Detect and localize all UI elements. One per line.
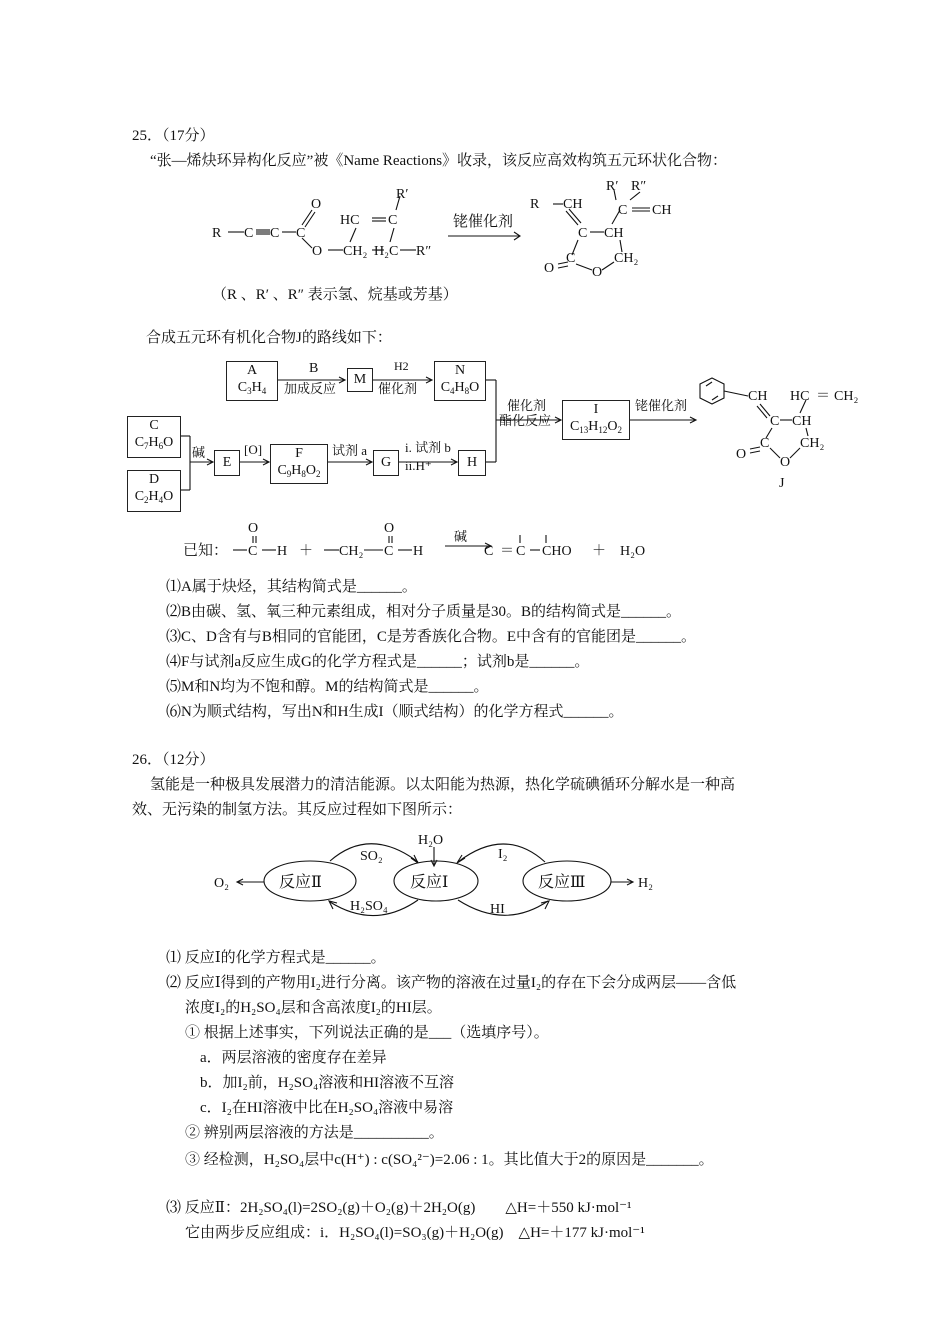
prod-R1: R′ (606, 179, 619, 194)
q26-sub3-line2: 它由两步反应组成：i．H₂SO₄(l)=SO₃(g)＋H₂O(g) △H=＋177 kJ·mol⁻¹ (185, 1225, 645, 1241)
box-A: A $C_3H_4$ (226, 361, 278, 401)
arrow-reagent-b1: i. 试剂 b (405, 440, 451, 455)
arrow-oxidation: [O] (244, 442, 263, 457)
known-O1: O (248, 521, 259, 536)
arrow-base: 碱 (192, 445, 206, 460)
q26-sub1: ⑴ 反应Ⅰ的化学方程式是______。 (166, 950, 386, 966)
label-reaction-1: 反应Ⅰ (410, 874, 449, 891)
J-C: C (770, 414, 780, 429)
formula-F: $C_9H_8O_2$ (277, 463, 321, 479)
box-D: D $C_2H_4O$ (127, 470, 181, 512)
q25-route-intro: 合成五元环有机化合物J的路线如下： (146, 330, 392, 346)
J-CH: CH (748, 389, 768, 404)
scheme-R: R (212, 226, 222, 241)
prod-O-ring: O (592, 265, 603, 280)
arrow-catalyst: 催化剂 (378, 381, 418, 396)
prod-C-carbonyl: C (566, 251, 576, 266)
formula-C: $C_7H_6O$ (134, 435, 174, 451)
box-M: M (347, 368, 373, 392)
scheme-C2: C (270, 226, 280, 241)
formula-I: $C_{13}H_{12}O_2$ (569, 419, 623, 435)
q25-intro: “张—烯炔环异构化反应”被《Name Reactions》收录，该反应高效构筑五元环状化合物： (150, 153, 728, 169)
scheme-O-ester: O (312, 244, 323, 259)
scheme-H2C: H₂C (374, 244, 399, 259)
formula-D: $C_2H_4O$ (134, 489, 174, 505)
q26-sub2-line2: 浓度I₂的H₂SO₄层和含高浓度I₂的HI层。 (185, 1000, 442, 1016)
scheme-C4: C (388, 213, 398, 228)
q25-r-note: （R 、R′ 、R″ 表示氢、烷基或芳基） (212, 287, 458, 303)
box-G: G (373, 450, 399, 476)
label-I2: I₂ (498, 847, 508, 862)
q25-sub2: ⑵B由碳、氢、氧三种元素组成，相对分子质量是30。B的结构简式是______。 (166, 604, 682, 620)
q26-intro-1: 氢能是一种极具发展潜力的清洁能源。以太阳能为热源，热化学硫碘循环分解水是一种高 (150, 777, 736, 793)
J-CH-ring: CH (792, 414, 812, 429)
formula-N: $C_4H_8O$ (440, 380, 480, 396)
q26-number: 26．（12分） (132, 752, 215, 768)
box-C: C $C_7H_6O$ (127, 416, 181, 458)
known-prod-C2: C (516, 544, 526, 559)
label-reaction-3: 反应Ⅲ (538, 874, 586, 891)
known-H1: H (277, 544, 288, 559)
scheme-R2: R″ (416, 244, 432, 259)
arrow-H2: H2 (394, 359, 409, 373)
known-H2: H (413, 544, 424, 559)
known-label: 已知： (183, 543, 229, 559)
box-F: F $C_9H_8O_2$ (270, 444, 328, 484)
arrow-reagent-b2: ii.H⁺ (405, 458, 432, 473)
scheme-catalyst: 铑催化剂 (453, 214, 514, 230)
prod-CH: CH (563, 197, 583, 212)
scheme-CH2-a: CH₂ (343, 244, 368, 259)
scheme-HC: HC (340, 213, 360, 228)
scheme-O-carbonyl: O (311, 197, 322, 212)
q26-option-c: c．I₂在HI溶液中比在H₂SO₄溶液中易溶 (200, 1100, 454, 1116)
J-O-carbonyl: O (736, 447, 747, 462)
prod-CH-end: CH (652, 203, 672, 218)
q26-sub2-q2: ② 辨别两层溶液的方法是__________。 (185, 1125, 444, 1141)
q25-sub1: ⑴A属于炔烃，其结构简式是______。 (166, 579, 417, 595)
q26-sub2-q3: ③ 经检测，H₂SO₄层中c(H⁺) : c(SO₄²⁻)=2.06 : 1。其比值大于2的原因是_______。 (185, 1152, 714, 1168)
q25-sub4: ⑷F与试剂a反应生成G的化学方程式是______；试剂b是______。 (166, 654, 590, 670)
q26-sub2-q1: ① 根据上述事实，下列说法正确的是___（选填序号）。 (185, 1025, 549, 1041)
label-O2: O₂ (214, 876, 229, 891)
arrow-B: B (309, 361, 319, 376)
scheme-C1: C (244, 226, 254, 241)
box-N: N $C_4H_8O$ (434, 361, 486, 401)
q26-option-a: a．两层溶液的密度存在差异 (200, 1050, 387, 1066)
known-prod-eq: ＝ (500, 544, 514, 559)
q25-sub6: ⑹N为顺式结构，写出N和H生成I（顺式结构）的化学方程式______。 (166, 704, 624, 720)
prod-CH-ring: CH (604, 226, 624, 241)
arrow-addition: 加成反应 (284, 381, 337, 396)
known-C2: C (384, 544, 394, 559)
q26-sub3-line1: ⑶ 反应Ⅱ：2H₂SO₄(l)=2SO₂(g)＋O₂(g)＋2H₂O(g) △H=＋550 kJ·mol⁻¹ (166, 1200, 632, 1216)
arrow-catalyst-2: 催化剂 (507, 398, 547, 413)
label-H2: H₂ (638, 876, 653, 891)
q26-intro-2: 效、无污染的制氢方法。其反应过程如下图所示： (132, 802, 463, 818)
arrow-esterification: 酯化反应 (499, 413, 552, 428)
label-H2SO4: H₂SO₄ (350, 899, 388, 914)
label-SO2: SO₂ (360, 849, 383, 864)
box-E: E (214, 450, 240, 476)
J-eq: ＝ (816, 389, 830, 404)
q25-number: 25．（17分） (132, 128, 215, 144)
arrow-reagent-a: 试剂 a (332, 443, 368, 458)
label-H2O: H₂O (418, 833, 444, 848)
formula-A: $C_3H_4$ (237, 380, 267, 396)
scheme-R1: R′ (396, 187, 409, 202)
prod-O-carbonyl: O (544, 261, 555, 276)
known-CH2: CH₂ (339, 544, 364, 559)
q26-option-b: b．加I₂前，H₂SO₄溶液和HI溶液不互溶 (200, 1075, 455, 1091)
prod-R2: R″ (631, 179, 647, 194)
prod-R: R (530, 197, 540, 212)
known-O2: O (384, 521, 395, 536)
known-prod-C1: C (484, 544, 494, 559)
J-CH2-vinyl: CH₂ (834, 389, 859, 404)
known-base: 碱 (454, 529, 468, 544)
prod-C: C (578, 226, 588, 241)
q26-sub2-line1: ⑵ 反应Ⅰ得到的产物用I₂进行分离。该产物的溶液在过量I₂的存在下会分成两层——含低 (166, 975, 737, 991)
J-CH2-ring: CH₂ (800, 436, 825, 451)
scheme-C3: C (296, 226, 306, 241)
J-O-ring: O (780, 455, 791, 470)
J-label: J (779, 476, 785, 491)
prod-C-alkene: C (618, 203, 628, 218)
arrow-rh-catalyst: 铑催化剂 (635, 398, 688, 413)
q25-sub3: ⑶C、D含有与B相同的官能团，C是芳香族化合物。E中含有的官能团是______。 (166, 629, 697, 645)
box-I: I $C_{13}H_{12}O_2$ (562, 400, 630, 440)
known-plus2: ＋ (592, 544, 606, 559)
label-HI: HI (490, 902, 505, 917)
known-C1: C (248, 544, 258, 559)
box-H: H (458, 450, 486, 476)
known-prod-CHO: CHO (542, 544, 572, 559)
known-water: H₂O (620, 544, 646, 559)
q25-sub5: ⑸M和N均为不饱和醇。M的结构简式是______。 (166, 679, 489, 695)
label-reaction-2: 反应Ⅱ (279, 874, 322, 891)
prod-CH2: CH₂ (614, 251, 639, 266)
J-C-carbonyl: C (760, 436, 770, 451)
known-plus1: ＋ (299, 544, 313, 559)
J-HC: HC (790, 389, 810, 404)
